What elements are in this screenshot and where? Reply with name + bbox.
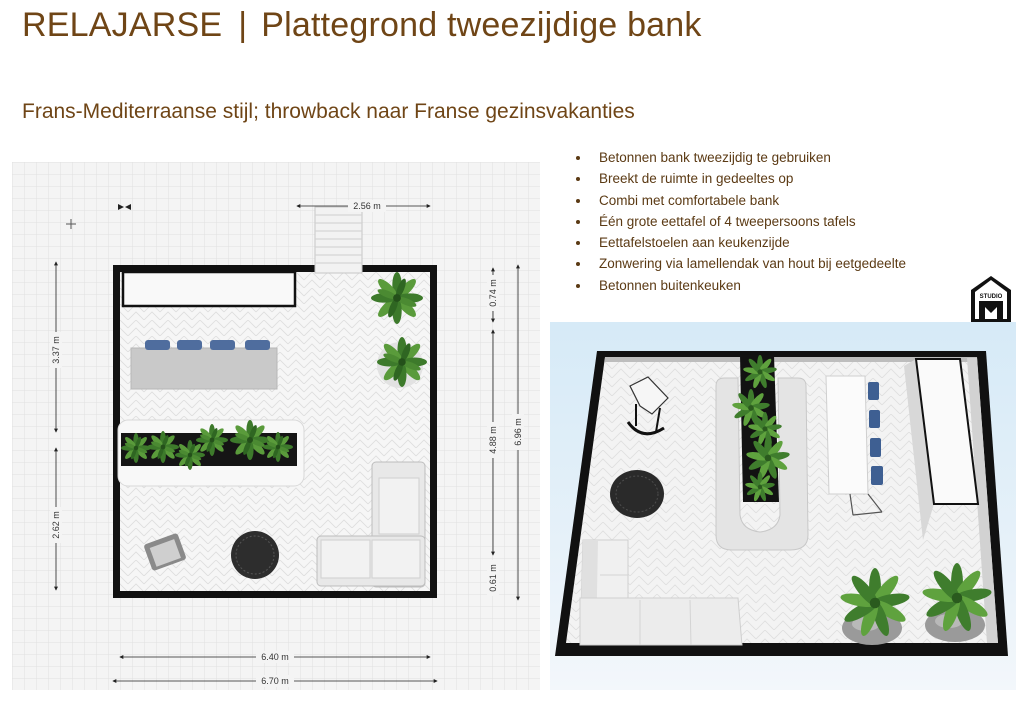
feature-item: Betonnen bank tweezijdig te gebruiken [599,147,906,168]
dimension-label-bottom-outer: 6.70 m [261,676,289,686]
render-dining-chair [871,466,883,485]
dimension-label-left-lower: 2.62 m [51,511,61,539]
dimension-label-left-upper: 3.37 m [51,336,61,364]
sofa-cushion [379,478,419,534]
dimension-label-bottom-inner: 6.40 m [261,652,289,662]
feature-item: Combi met comfortabele bank [599,190,906,211]
dining-chair [145,340,170,350]
feature-item: Zonwering via lamellendak van hout bij eetgedeelte [599,253,906,274]
render-sofa-main [580,598,742,645]
dimension-label-right-middle: 4.88 m [488,426,498,454]
dining-chair [210,340,235,350]
dimension-label-stair: 2.56 m [353,201,381,211]
feature-item: Betonnen buitenkeuken [599,275,906,296]
title-separator: | [238,6,248,44]
render-dining-chair [868,382,879,400]
planter-plant [263,432,293,462]
feature-item: Breekt de ruimte in gedeeltes op [599,168,906,189]
logo-text: STUDIO [979,294,1003,300]
render-round-rug [610,470,664,518]
sofa-cushion [372,540,420,578]
dining-table [131,348,277,389]
floor-plan [12,160,542,692]
studio-logo [970,275,1012,323]
render-3d [550,322,1016,690]
render-dining-table [826,376,868,494]
dining-chair [177,340,202,350]
planter-plant [147,431,179,463]
render-dining-chair [869,410,880,428]
feature-list [599,147,906,296]
stairs [315,207,362,273]
potted-plant [371,272,423,324]
dimension-label-right-bottom: 0.61 m [488,564,498,592]
render-dining-chair [870,438,881,457]
kitchen-counter [123,272,295,306]
planter-plant [175,440,205,470]
planter-plant [230,420,270,460]
feature-item: Één grote eettafel of 4 tweepersoons tafels [599,211,906,232]
title-text: Plattegrond tweezijdige bank [261,6,702,44]
round-rug [231,531,279,579]
dining-chair [245,340,270,350]
potted-plant [377,337,427,387]
page-title [22,8,702,42]
planter-plant [121,433,151,463]
dimension-label-right-top: 0.74 m [488,279,498,307]
feature-item: Eettafelstoelen aan keukenzijde [599,232,906,253]
page-subtitle: Frans-Mediterraanse stijl; throwback naar Franse gezinsvakanties [22,100,635,123]
sofa-cushion [321,540,370,578]
brand-name: RELAJARSE [22,6,223,44]
planter-plant [196,424,228,456]
dimension-label-right-total: 6.96 m [513,418,523,446]
